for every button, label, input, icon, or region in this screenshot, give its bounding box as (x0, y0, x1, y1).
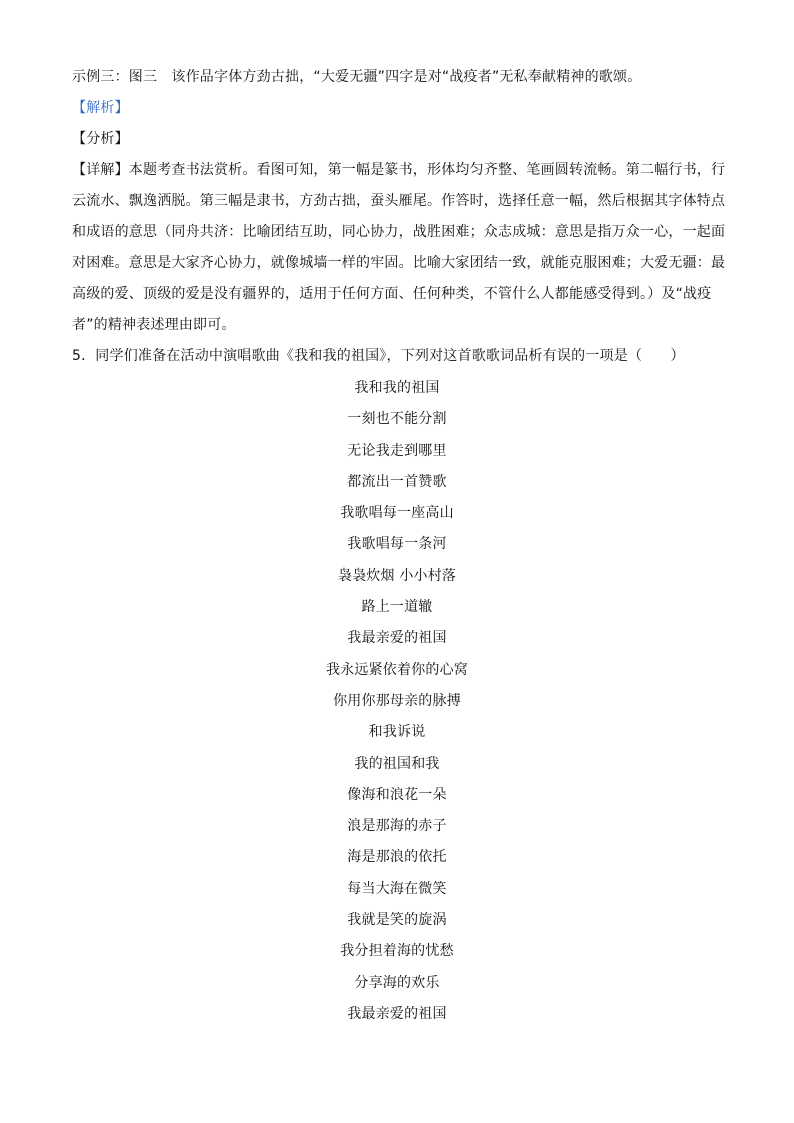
lyric-line: 我永远紧依着你的心窝 (326, 661, 468, 678)
lyric-line: 我歌唱每一条河 (347, 536, 447, 553)
lyric-line: 每当大海在微笑 (347, 880, 447, 897)
lyric-line: 像海和浪花一朵 (347, 786, 447, 803)
lyric-line: 我歌唱每一座高山 (340, 505, 454, 522)
lyric-line: 我最亲爱的祖国 (347, 1005, 447, 1022)
analysis-heading-fenxi: 【分析】 (72, 131, 129, 147)
lyric-line: 无论我走到哪里 (347, 442, 447, 459)
lyric-line: 都流出一首赞歌 (347, 473, 447, 490)
song-lyrics (0, 378, 794, 1035)
lyric-line: 一刻也不能分割 (347, 411, 447, 428)
lyric-line: 袅袅炊烟 小小村落 (337, 567, 457, 584)
lyric-line: 我最亲爱的祖国 (347, 630, 447, 647)
detail-line: 者”的精神表述理由即可。 (72, 317, 236, 333)
analysis-heading-jiexi: 【解析】 (72, 100, 129, 116)
lyric-line: 分享海的欢乐 (354, 974, 440, 991)
detail-line: 【详解】本题考查书法赏析。看图可知，第一幅是篆书，形体均匀齐整、笔画圆转流畅。第二幅行书，行 (72, 162, 726, 178)
lyric-line: 你用你那母亲的脉搏 (333, 692, 461, 709)
lyric-line: 我和我的祖国 (354, 380, 440, 396)
lyric-line: 路上一道辙 (361, 599, 433, 616)
example-three-text: 示例三：图三 该作品字体方劲古拙，“大爱无疆”四字是对“战疫者”无私奉献精神的歌颂。 (72, 69, 642, 85)
lyric-line: 浪是那海的赤子 (347, 818, 447, 835)
lyric-line: 和我诉说 (368, 724, 426, 741)
detail-line: 高级的爱、顶级的爱是没有疆界的，适用于任何方面、任何种类，不管什么人都能感受得到。）及“战疫 (72, 286, 712, 302)
lyric-line: 海是那浪的依托 (347, 849, 447, 866)
lyric-line: 我分担着海的忧愁 (340, 943, 454, 960)
detail-line: 云流水、飘逸洒脱。第三幅是隶书，方劲古拙，蚕头雁尾。作答时，选择任意一幅，然后根据其字体特点 (72, 193, 726, 209)
detail-line: 对困难。意思是大家齐心协力，就像城墙一样的牢固。比喻大家团结一致，就能克服困难；大爱无疆：最 (72, 255, 726, 271)
detail-line: 和成语的意思（同舟共济：比喻团结互助，同心协力，战胜困难；众志成城：意思是指万众一心，一起面 (72, 224, 726, 240)
lyric-line: 我就是笑的旋涡 (347, 912, 447, 929)
question-five-stem: 5．同学们准备在活动中演唱歌曲《我和我的祖国》，下列对这首歌歌词品析有误的一项是（ ） (72, 348, 685, 364)
lyric-line: 我的祖国和我 (354, 755, 440, 772)
